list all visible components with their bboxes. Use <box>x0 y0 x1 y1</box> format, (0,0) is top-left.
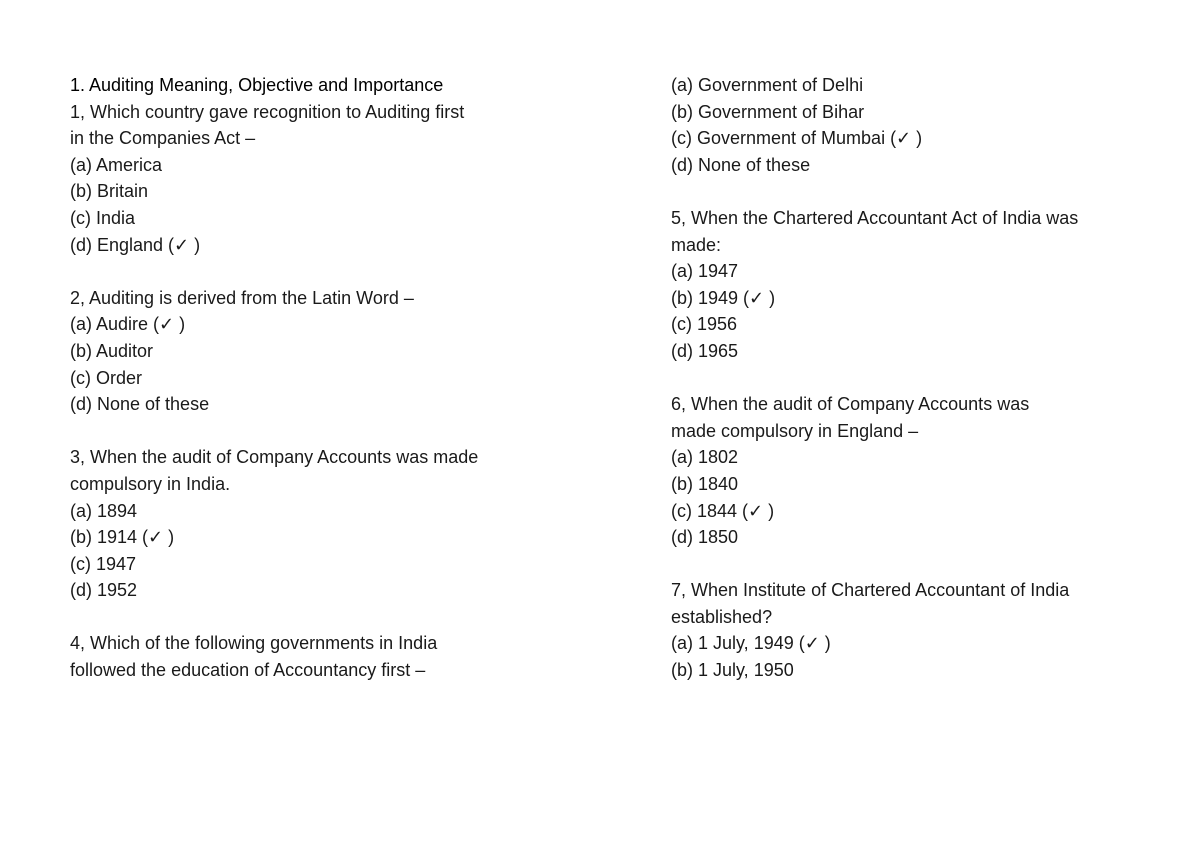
answer-option: (c) India <box>70 207 136 228</box>
question-block-4 <box>70 630 540 683</box>
answer-option: (d) None of these <box>70 394 210 415</box>
question-text: made: <box>671 234 722 255</box>
spacer <box>70 258 540 285</box>
answer-option: (d) 1850 <box>671 527 739 548</box>
question-text: established? <box>671 606 773 627</box>
answer-option-correct: (a) Audire (✓ ) <box>70 314 186 335</box>
answer-option-correct: (b) 1914 (✓ ) <box>70 527 175 548</box>
spacer <box>671 178 1141 205</box>
answer-option: (b) 1840 <box>671 473 739 494</box>
answer-option: (a) 1802 <box>671 447 739 468</box>
question-text: 4, Which of the following governments in India <box>70 633 438 654</box>
answer-option: (a) America <box>70 154 163 175</box>
spacer <box>671 365 1141 392</box>
question-text: 3, When the audit of Company Accounts was made <box>70 447 479 468</box>
answer-option-correct: (c) 1844 (✓ ) <box>671 500 775 521</box>
question-text: 6, When the audit of Company Accounts was <box>671 394 1030 415</box>
question-text: 1, Which country gave recognition to Auditing first <box>70 101 465 122</box>
answer-option: (c) 1956 <box>671 314 738 335</box>
question-text: 2, Auditing is derived from the Latin Word – <box>70 287 414 308</box>
question-block-5 <box>671 205 1141 365</box>
question-text: followed the education of Accountancy first – <box>70 660 426 681</box>
answer-option: (d) None of these <box>671 154 811 175</box>
spacer <box>70 418 540 445</box>
question-block-7 <box>671 577 1141 683</box>
question-block-2 <box>70 285 540 418</box>
spacer <box>70 604 540 631</box>
question-text: 5, When the Chartered Accountant Act of India was <box>671 207 1079 228</box>
spacer <box>671 551 1141 578</box>
question-text: compulsory in India. <box>70 473 231 494</box>
answer-option: (a) Government of Delhi <box>671 75 864 95</box>
question-block-1 <box>70 99 540 259</box>
answer-option: (c) 1947 <box>70 553 137 574</box>
answer-option: (a) 1947 <box>671 261 739 282</box>
answer-option-correct: (b) 1949 (✓ ) <box>671 287 776 308</box>
answer-option: (b) Auditor <box>70 340 154 361</box>
question-block-6 <box>671 391 1141 551</box>
question-block-3 <box>70 444 540 604</box>
answer-option-correct: (c) Government of Mumbai (✓ ) <box>671 128 923 149</box>
question-text: in the Companies Act – <box>70 128 256 149</box>
right-column <box>671 72 1141 684</box>
answer-option: (d) 1952 <box>70 580 138 601</box>
question-text: made compulsory in England – <box>671 420 919 441</box>
answer-option: (b) 1 July, 1950 <box>671 660 794 681</box>
answer-option-correct: (d) England (✓ ) <box>70 234 201 255</box>
left-column <box>70 72 540 684</box>
question-text: 7, When Institute of Chartered Accountant of India <box>671 580 1070 601</box>
answer-option: (b) Government of Bihar <box>671 101 865 122</box>
answer-option: (b) Britain <box>70 181 149 202</box>
section-title: 1. Auditing Meaning, Objective and Importance <box>70 75 444 95</box>
question-block-4-options <box>671 72 1141 178</box>
answer-option: (a) 1894 <box>70 500 138 521</box>
answer-option: (d) 1965 <box>671 340 739 361</box>
answer-option: (c) Order <box>70 367 142 388</box>
answer-option-correct: (a) 1 July, 1949 (✓ ) <box>671 633 831 654</box>
